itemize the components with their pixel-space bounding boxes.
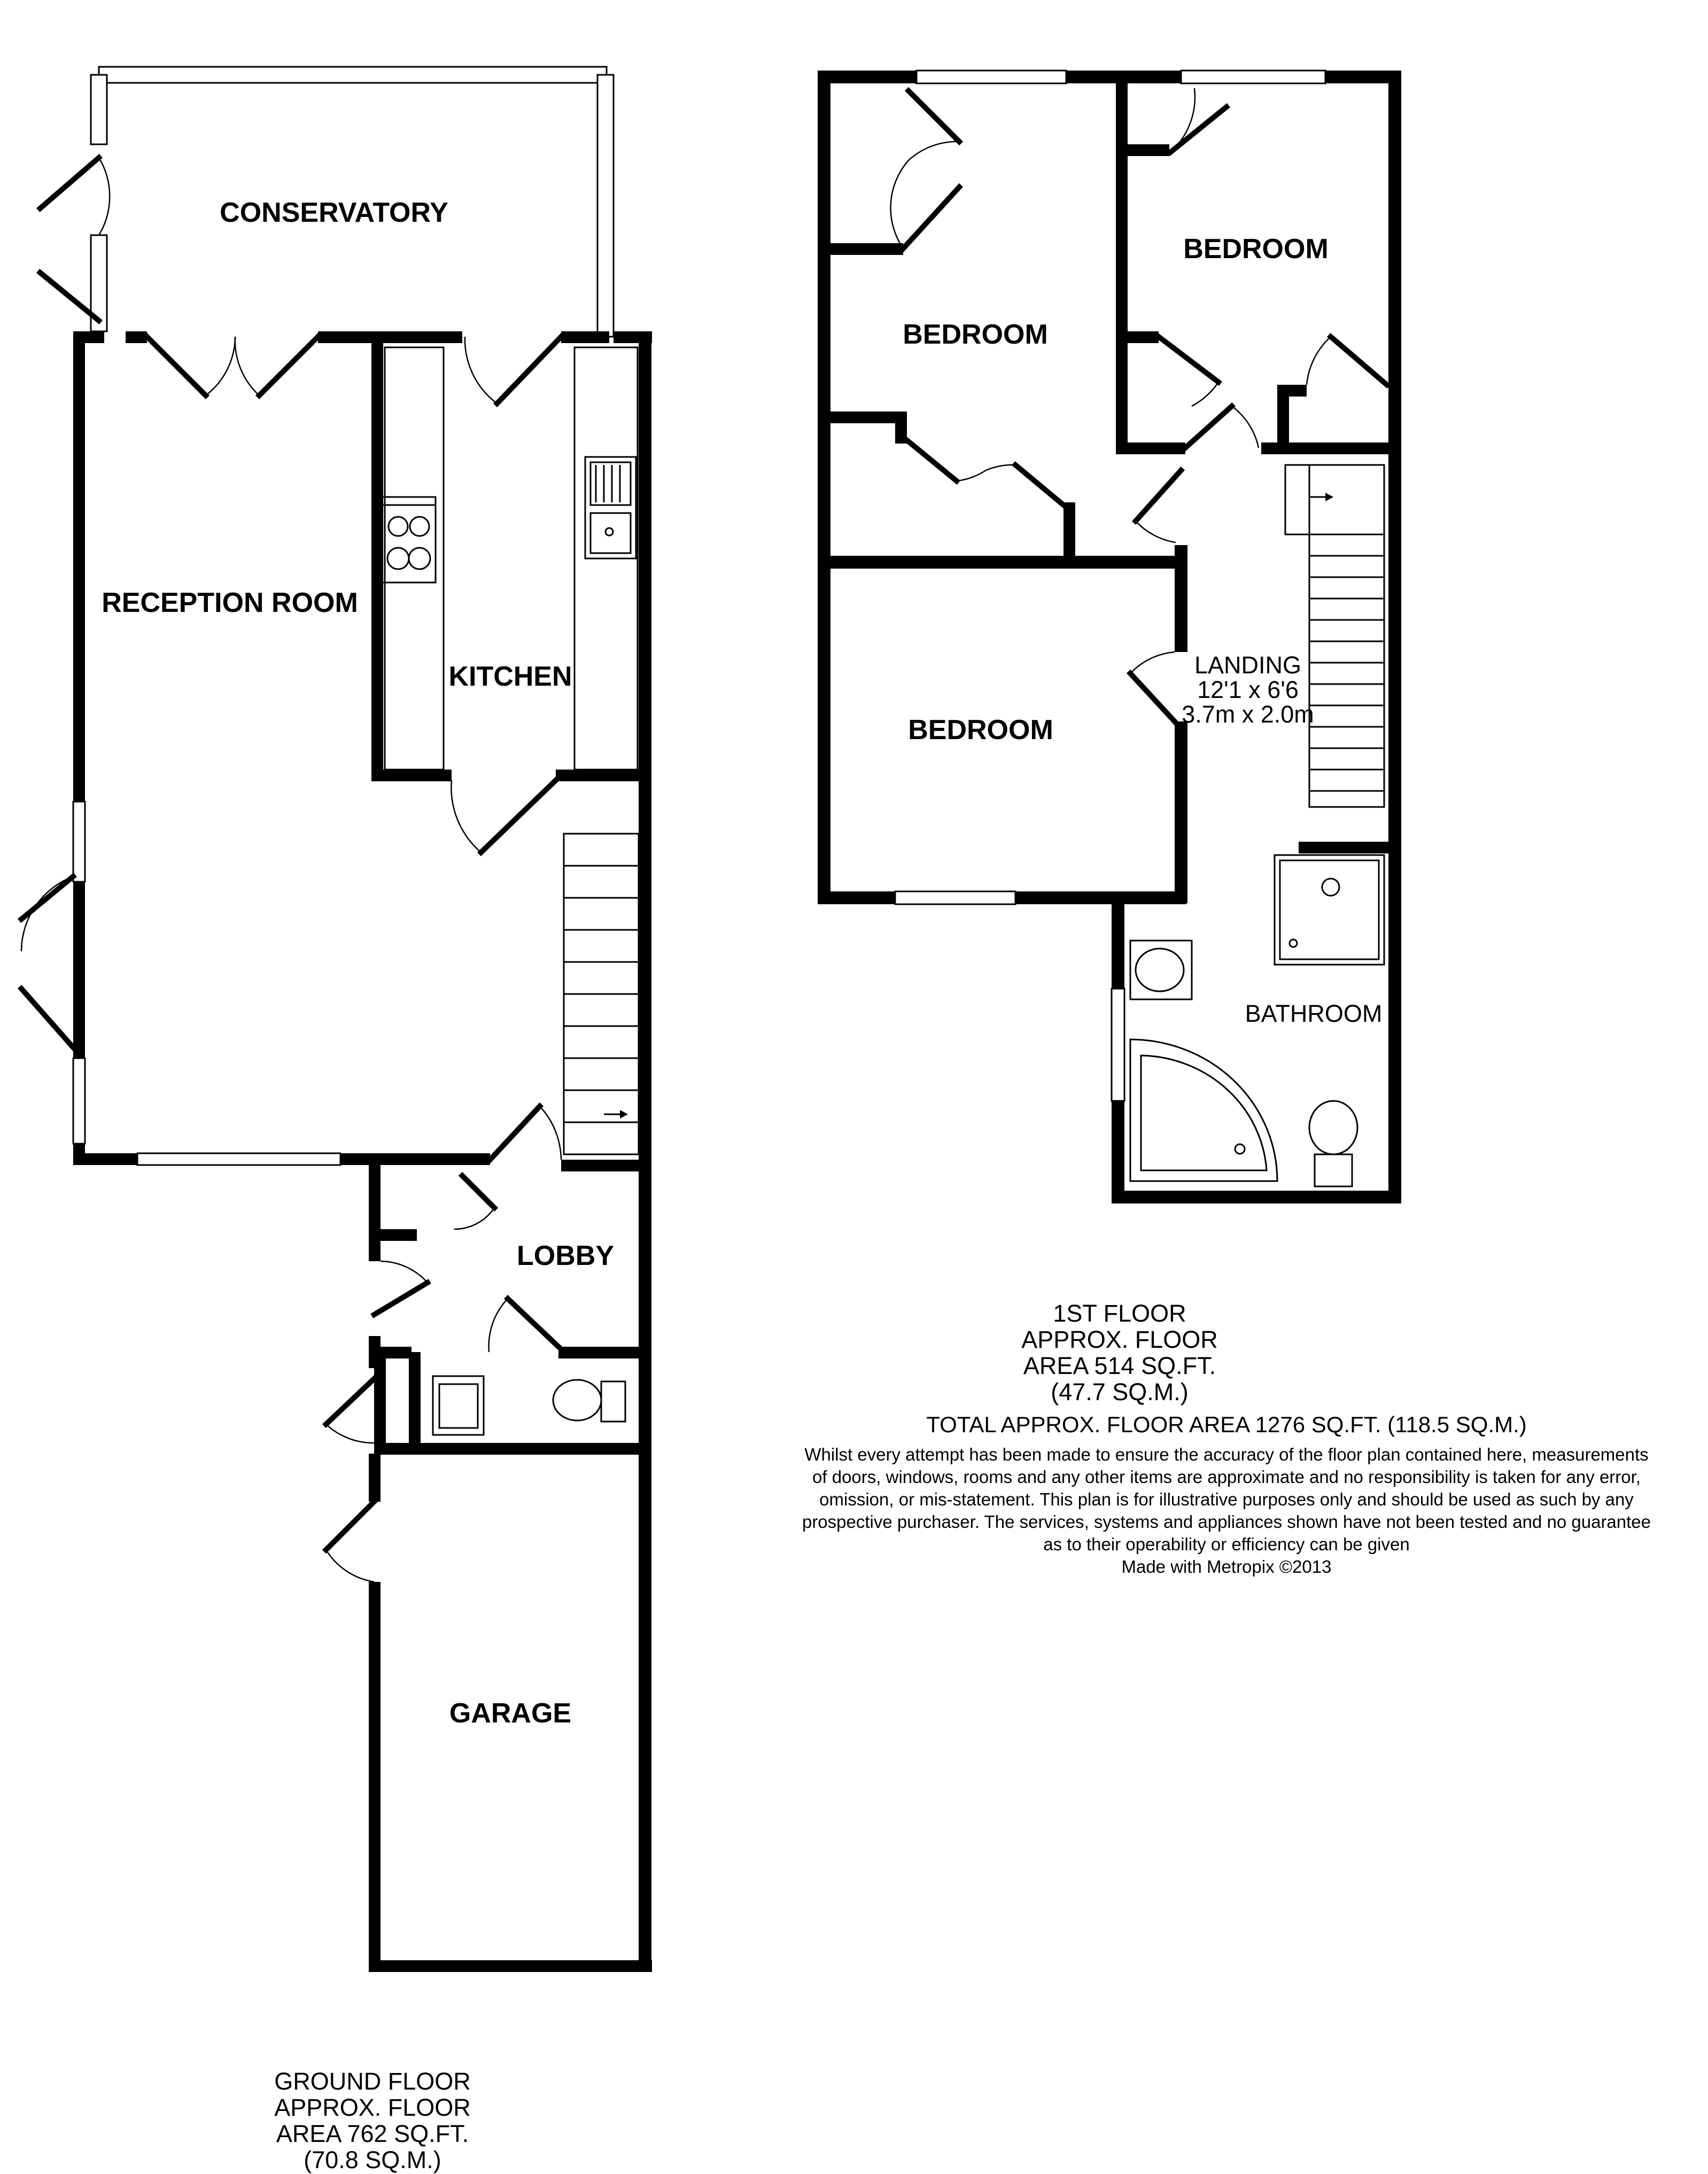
- shower-tray-icon: [1275, 855, 1384, 965]
- disclaimer-line: of doors, windows, rooms and any other items are approximate and no responsibility is taken for any error,: [812, 1467, 1641, 1487]
- first-floor-stairs: [1285, 465, 1384, 807]
- reception-walls: [73, 331, 652, 1165]
- first-floor-area-line: (47.7 SQ.M.): [1051, 1378, 1189, 1406]
- room-label-garage: GARAGE: [449, 1698, 572, 1729]
- ground-floor-area-line: APPROX. FLOOR: [274, 2094, 471, 2121]
- first-floor-doors: [891, 88, 1387, 721]
- ground-floor-area-line: AREA 762 SQ.FT.: [276, 2120, 469, 2147]
- corner-bath-icon: [1130, 1039, 1277, 1181]
- landing-size-metric: 3.7m x 2.0m: [1182, 701, 1314, 728]
- first-floor-area-line: 1ST FLOOR: [1053, 1300, 1186, 1327]
- disclaimer: [802, 1445, 1651, 1577]
- room-label-reception-room: RECEPTION ROOM: [102, 587, 358, 618]
- bathroom-toilet-icon: [1309, 1101, 1357, 1186]
- room-label-bedroom-top-right: BEDROOM: [1183, 234, 1329, 265]
- landing-size-imperial: 12'1 x 6'6: [1197, 676, 1299, 703]
- ground-floor-area: [274, 2068, 471, 2173]
- ground-floor-area-line: GROUND FLOOR: [274, 2068, 471, 2095]
- disclaimer-line: as to their operability or efficiency can be given: [1043, 1534, 1410, 1554]
- landing-name: LANDING: [1194, 651, 1302, 679]
- disclaimer-line: prospective purchaser. The services, systems and appliances shown have not been tested and no guarantee: [802, 1512, 1651, 1532]
- ground-floor-stairs: [564, 834, 639, 1154]
- room-label-bathroom: BATHROOM: [1245, 1000, 1383, 1027]
- first-floor-area-line: AREA 514 SQ.FT.: [1023, 1352, 1216, 1379]
- first-floor-area-line: APPROX. FLOOR: [1021, 1326, 1218, 1353]
- hob-icon: [382, 497, 436, 583]
- room-label-conservatory: CONSERVATORY: [220, 197, 448, 228]
- total-floor-area: TOTAL APPROX. FLOOR AREA 1276 SQ.FT. (118.5 SQ.M.): [926, 1412, 1527, 1437]
- disclaimer-line: omission, or mis-statement. This plan is for illustrative purposes only and should be used as such by any: [819, 1489, 1634, 1509]
- disclaimer-line: Made with Metropix ©2013: [1121, 1557, 1332, 1577]
- ground-floor-area-line: (70.8 SQ.M.): [304, 2146, 441, 2173]
- room-label-kitchen: KITCHEN: [448, 661, 572, 692]
- bathroom-window: [1112, 989, 1124, 1101]
- ground-floor-plan: [21, 67, 652, 1972]
- first-floor-area: [1021, 1300, 1218, 1406]
- first-floor-inner-walls: [823, 75, 1400, 903]
- disclaimer-line: Whilst every attempt has been made to ensure the accuracy of the floor plan contained here, measurements: [804, 1445, 1649, 1464]
- ground-floor-doors: [21, 158, 561, 1582]
- room-label-bedroom-lower: BEDROOM: [908, 715, 1053, 746]
- bathroom-basin-icon: [1130, 941, 1192, 999]
- room-label-bedroom-top-left: BEDROOM: [903, 319, 1048, 350]
- wc-basin-icon: [433, 1376, 484, 1435]
- landing-label: [1182, 651, 1314, 728]
- toilet-icon: [553, 1380, 625, 1422]
- kitchen-sink-icon: [585, 457, 636, 558]
- room-label-lobby: LOBBY: [517, 1240, 614, 1271]
